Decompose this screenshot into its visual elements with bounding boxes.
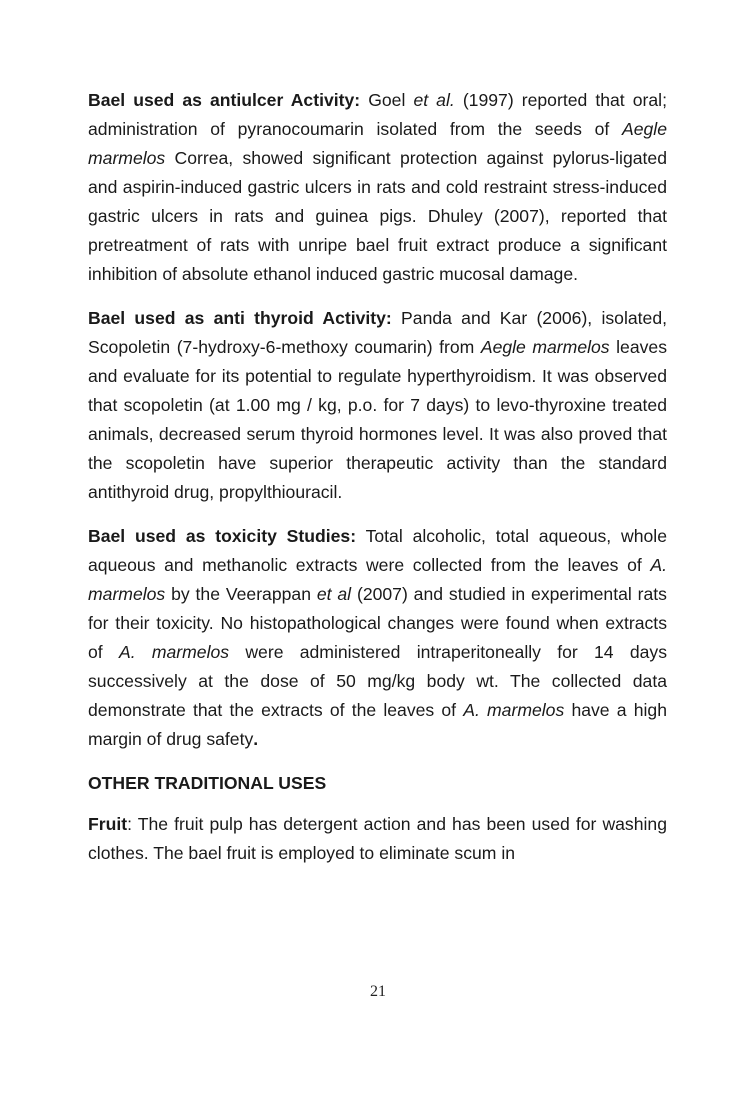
page-number: 21 (370, 983, 386, 1000)
paragraph-text: (1997) reported that oral; administration of pyranocoumarin isolated from the seeds of (88, 90, 667, 139)
paragraph-text: by the Veerappan (165, 584, 317, 604)
paragraph-text: Correa, showed significant protection against pylorus-ligated and aspirin-induced gastric ulcers in rats and cold restraint stress-induced gastric ulcers in rats and guinea pigs. Dhuley (2007), reported that pretreatment of rats with unripe bael fruit extract produce a significant inhibition of absolute ethanol induced gastric mucosal damage. (88, 148, 667, 284)
italic-term: A. marmelos (118, 642, 230, 662)
italic-term: A. marmelos (88, 555, 667, 604)
paragraph-text: Panda and Kar (2006), isolated, Scopoletin (7-hydroxy-6-methoxy coumarin) from (88, 308, 667, 357)
paragraph-antithyroid (88, 304, 667, 507)
paragraph-text: Total alcoholic, total aqueous, whole aqueous and methanolic extracts were collected from the leaves of (88, 526, 667, 575)
paragraph-text: Goel (360, 90, 414, 110)
page-content (88, 86, 667, 883)
italic-term: A. marmelos (463, 700, 565, 720)
paragraph-text: have a high margin of drug safety (88, 700, 667, 749)
paragraph-heading: Bael used as anti thyroid Activity: (88, 308, 392, 328)
paragraph-text: leaves and evaluate for its potential to regulate hyperthyroidism. It was observed that scopoletin (at 1.00 mg / kg, p.o. for 7 days) to levo-thyroxine treated animals, decreased serum thyroid hormones level. It was also proved that the scopoletin have superior therapeutic activity than the standard antithyroid drug, propylthiouracil. (88, 337, 667, 502)
paragraph-antiulcer (88, 86, 667, 289)
paragraph-heading: Fruit (88, 814, 128, 834)
italic-term: et al. (413, 90, 455, 110)
italic-term: et al (316, 584, 352, 604)
paragraph-toxicity (88, 522, 667, 754)
paragraph-heading: Bael used as antiulcer Activity: (88, 90, 361, 110)
italic-term: Aegle marmelos (480, 337, 610, 357)
paragraph-heading: Bael used as toxicity Studies: (88, 526, 357, 546)
section-heading: OTHER TRADITIONAL USES (88, 773, 327, 793)
paragraph-text: . (253, 729, 259, 749)
paragraph-fruit (88, 810, 667, 868)
paragraph-text: were administered intraperitoneally for 14 days successively at the dose of 50 mg/kg body wt. The collected data demonstrate that the extracts of the leaves of (88, 642, 667, 720)
paragraph-text: (2007) and studied in experimental rats for their toxicity. No histopathological changes were found when extracts of (88, 584, 667, 662)
italic-term: Aegle marmelos (88, 119, 667, 168)
paragraph-text: : The fruit pulp has detergent action and has been used for washing clothes. The bael fruit is employed to eliminate scum in (88, 814, 667, 863)
